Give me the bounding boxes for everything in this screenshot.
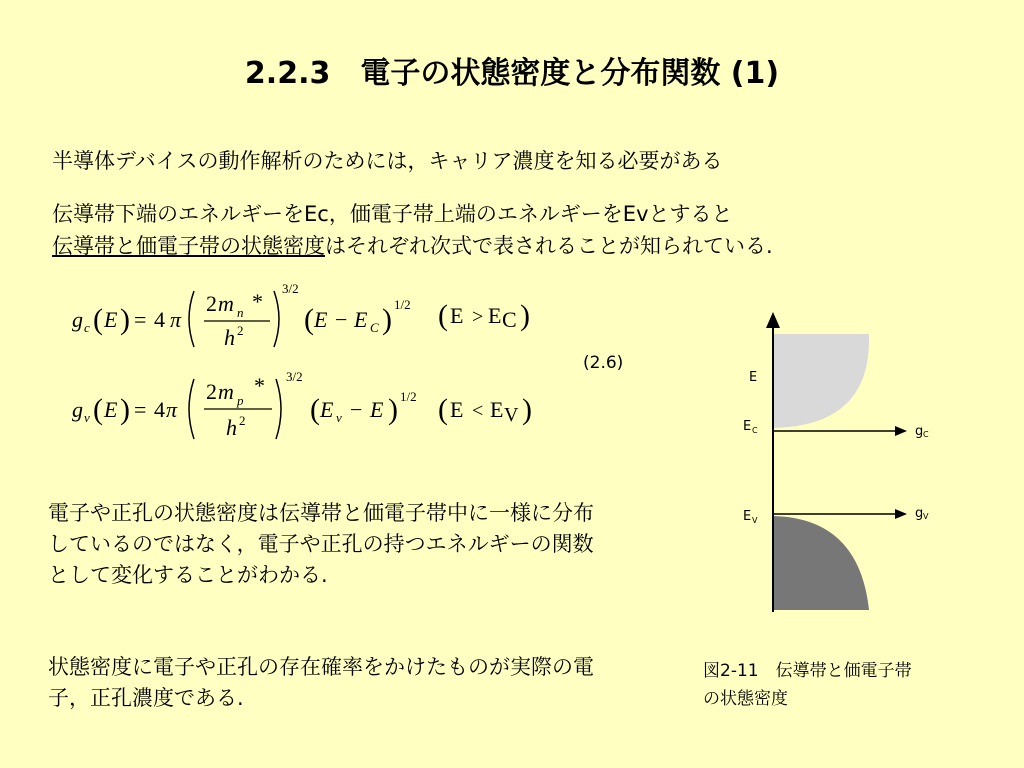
eq2-den-exp: 2 <box>239 413 246 428</box>
intro-line-3 <box>52 230 773 260</box>
equation-gv <box>72 369 532 440</box>
intro-line-3-rest: はそれぞれ次式で表されることが知られている. <box>325 234 773 258</box>
intro-line-2: 伝導帯下端のエネルギーをEc，価電子帯上端のエネルギーをEvとすると <box>52 202 733 226</box>
eq1-minus: − <box>335 307 348 332</box>
ec-label: E <box>743 419 752 434</box>
eq2-star: * <box>254 373 265 398</box>
eq1-pi: π <box>170 307 182 332</box>
eq1-term-sub: C <box>370 320 379 335</box>
energy-axis-label: E <box>749 370 758 385</box>
eq1-big-paren-left <box>189 291 194 347</box>
eq2-arg: E <box>104 397 118 422</box>
eq2-term-exp: 1/2 <box>400 389 417 404</box>
eq1-cond-E: E <box>450 303 464 328</box>
eq2-big-paren-left <box>189 379 194 439</box>
paragraph-1: 電子や正孔の状態密度は伝導帯と価電子帯中に一様に分布しているのではなく，電子や正孔の持つエネルギーの関数として変化することがわかる. <box>48 501 594 587</box>
eq2-num-2: 2 <box>206 379 217 404</box>
eq2-term-E2: E <box>370 397 384 422</box>
eq2-cond-sub: V <box>504 404 519 426</box>
eq1-outer-exp: 3/2 <box>282 281 299 296</box>
svg-text:): ) <box>520 299 530 332</box>
ev-label-sub: V <box>752 516 758 525</box>
gv-label: g <box>915 506 924 521</box>
figure-caption <box>703 657 983 713</box>
eq2-cond-op: < <box>472 400 484 422</box>
eq1-equals: = <box>134 307 147 332</box>
eq1-cond-rhs: E <box>488 303 502 328</box>
energy-axis-arrow-icon <box>766 312 780 328</box>
eq1-g-sub: c <box>84 320 90 335</box>
eq2-g-sub: v <box>84 410 90 425</box>
eq1-factor: 4 <box>154 307 165 332</box>
ec-label-sub: C <box>752 426 758 435</box>
svg-text:): ) <box>382 303 392 336</box>
eq1-term-E2: E <box>354 307 368 332</box>
eq2-minus: − <box>350 397 363 422</box>
gv-arrow-icon <box>895 509 907 519</box>
svg-text:): ) <box>388 393 398 426</box>
gc-label: g <box>915 424 924 439</box>
eq2-pi: π <box>166 397 178 422</box>
equation-number: (2.6) <box>583 353 624 373</box>
gc-arrow-icon <box>895 426 907 436</box>
eq2-g: g <box>72 397 83 422</box>
svg-text:(: ( <box>438 393 448 426</box>
eq2-big-paren-right <box>276 379 281 439</box>
underlined-term: 伝導帯と価電子帯の状態密度 <box>52 234 325 258</box>
svg-text:(: ( <box>310 393 320 426</box>
eq1-star: * <box>252 289 263 314</box>
eq1-num-sub: n <box>237 305 244 320</box>
svg-text:): ) <box>522 393 532 426</box>
svg-text:): ) <box>120 303 130 336</box>
eq2-outer-exp: 3/2 <box>286 369 303 384</box>
svg-text:(: ( <box>93 393 103 426</box>
paragraph-2: 状態密度に電子や正孔の存在確率をかけたものが実際の電子，正孔濃度である. <box>48 655 594 710</box>
eq1-den-exp: 2 <box>237 323 244 338</box>
eq1-num-2: 2 <box>206 291 217 316</box>
svg-text:(: ( <box>93 303 103 336</box>
eq1-g: g <box>72 307 83 332</box>
eq1-den: h <box>224 325 235 350</box>
eq1-term-E: E <box>314 307 328 332</box>
eq2-den: h <box>226 415 237 440</box>
eq1-cond-sub: C <box>502 307 517 332</box>
svg-text:(: ( <box>438 299 448 332</box>
eq2-cond-rhs: E <box>490 397 504 422</box>
eq1-num-m: m <box>218 291 234 316</box>
slide-title: 2.2.3 電子の状態密度と分布関数 (1) <box>244 56 780 91</box>
eq1-big-paren-right <box>274 291 279 347</box>
equation-gc <box>72 281 530 350</box>
eq2-cond-E: E <box>450 397 464 422</box>
eq2-term-sub: v <box>336 410 342 425</box>
density-of-states-figure <box>735 310 975 620</box>
caption-line-2: の状態密度 <box>703 689 788 709</box>
svg-text:): ) <box>120 393 130 426</box>
gc-label-sub: C <box>923 430 929 439</box>
eq2-num-m: m <box>218 379 234 404</box>
valence-band-region <box>773 516 869 610</box>
conduction-band-region <box>773 334 869 428</box>
gv-label-sub: V <box>923 512 929 521</box>
ev-label: E <box>743 509 752 524</box>
eq1-arg: E <box>104 307 118 332</box>
eq2-num-sub: p <box>237 393 244 408</box>
eq2-term-E: E <box>320 397 334 422</box>
svg-text:(: ( <box>304 303 314 336</box>
caption-line-1: 図2-11 伝導帯と価電子帯 <box>703 661 912 681</box>
intro-line-1: 半導体デバイスの動作解析のためには，キャリア濃度を知る必要がある <box>52 149 723 173</box>
eq1-cond-op: > <box>472 306 484 328</box>
equations <box>60 275 580 460</box>
eq2-equals: = <box>134 397 147 422</box>
eq1-term-exp: 1/2 <box>394 297 411 312</box>
eq2-factor: 4 <box>154 397 165 422</box>
